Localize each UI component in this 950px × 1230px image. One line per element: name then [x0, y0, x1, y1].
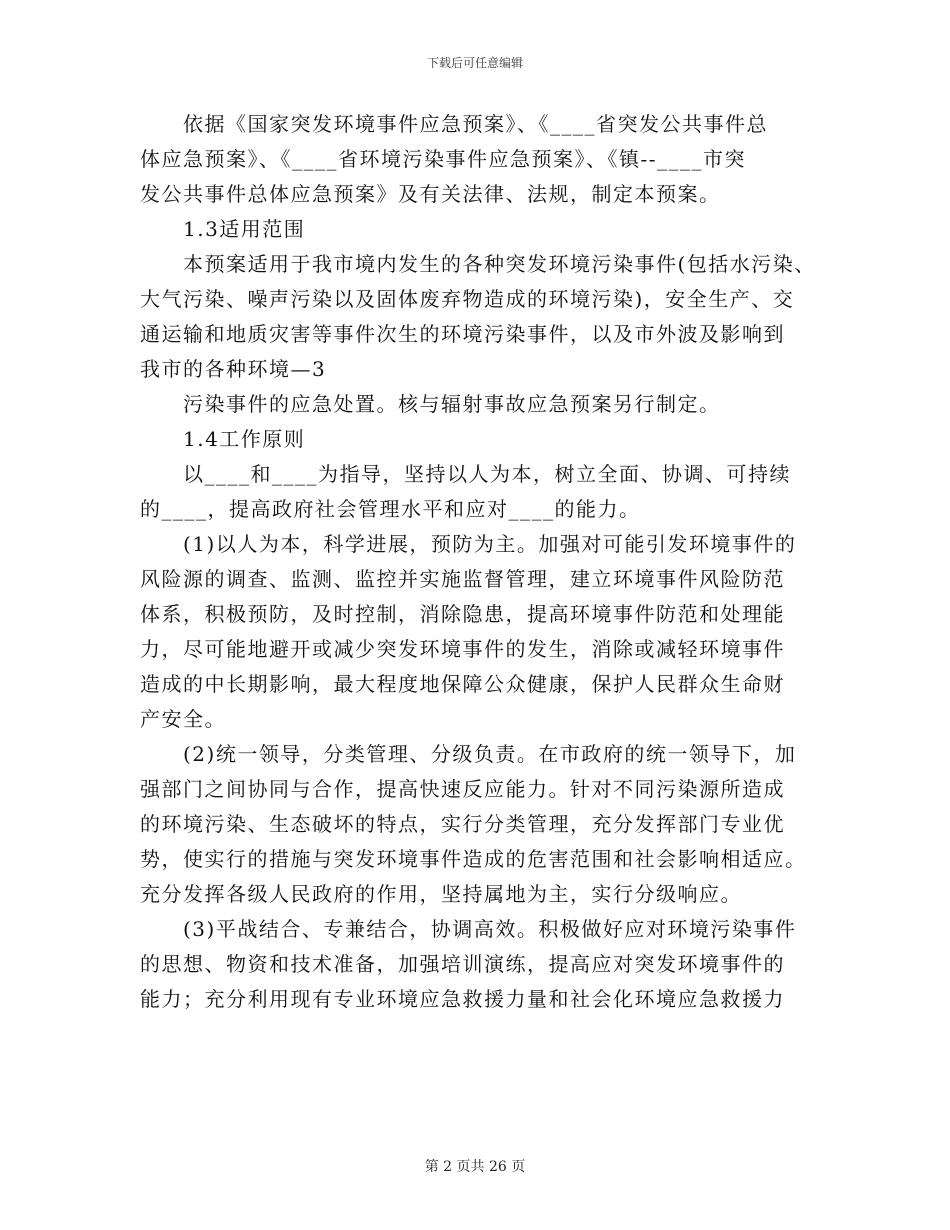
- page-header: 下载后可任意编辑: [426, 56, 523, 70]
- text-line: 体应急预案》、《____省环境污染事件应急预案》、《镇--____市突: [140, 147, 747, 171]
- text-line: 的环境污染、生态破坏的特点，实行分类管理，充分发挥部门专业优: [140, 812, 785, 836]
- text-line: 风险源的调查、监测、监控并实施监督管理，建立环境事件风险防范: [140, 567, 785, 591]
- text-line: 以____和____为指导，坚持以人为本，树立全面、协调、可持续: [140, 462, 791, 486]
- text-line: 通运输和地质灾害等事件次生的环境污染事件，以及市外波及影响到: [140, 322, 785, 346]
- text-line: 造成的中长期影响，最大程度地保障公众健康，保护人民群众生命财: [140, 672, 785, 696]
- text-line: 污染事件的应急处置。核与辐射事故应急预案另行制定。: [140, 392, 721, 416]
- text-line: 体系，积极预防，及时控制，消除隐患，提高环境事件防范和处理能: [140, 602, 785, 626]
- text-line: 的____，提高政府社会管理水平和应对____的能力。: [140, 497, 641, 521]
- text-line: 我市的各种环境—3: [140, 357, 327, 381]
- text-line: 充分发挥各级人民政府的作用，坚持属地为主，实行分级响应。: [140, 882, 742, 906]
- text-line: (2)统一领导，分类管理、分级负责。在市政府的统一领导下，加: [140, 742, 797, 766]
- text-line: 依据《国家突发环境事件应急预案》、《____省突发公共事件总: [140, 112, 768, 136]
- text-line: 力，尽可能地避开或减少突发环境事件的发生，消除或减轻环境事件: [140, 637, 785, 661]
- text-line: 本预案适用于我市境内发生的各种突发环境污染事件(包括水污染、: [140, 252, 816, 276]
- text-line: (3)平战结合、专兼结合，协调高效。积极做好应对环境污染事件: [140, 917, 797, 941]
- page-footer: 第 2 页共 26 页: [424, 1159, 526, 1175]
- text-line: 产安全。: [140, 707, 226, 731]
- text-line: 的思想、物资和技术准备，加强培训演练，提高应对突发环境事件的: [140, 952, 785, 976]
- section-heading-1-4: 1.4工作原则: [140, 427, 306, 451]
- text-line: 强部门之间协同与合作，提高快速反应能力。针对不同污染源所造成: [140, 777, 785, 801]
- text-line: 发公共事件总体应急预案》及有关法律、法规，制定本预案。: [140, 182, 721, 206]
- text-line: 势，使实行的措施与突发环境事件造成的危害范围和社会影响相适应。: [140, 847, 807, 871]
- document-body: [140, 108, 820, 1018]
- text-line: 大气污染、噪声污染以及固体废弃物造成的环境污染)，安全生产、交: [140, 287, 795, 311]
- text-line: (1)以人为本，科学进展，预防为主。加强对可能引发环境事件的: [140, 532, 797, 556]
- section-heading-1-3: 1.3适用范围: [140, 217, 306, 241]
- text-line: 能力；充分利用现有专业环境应急救援力量和社会化环境应急救援力: [140, 987, 785, 1011]
